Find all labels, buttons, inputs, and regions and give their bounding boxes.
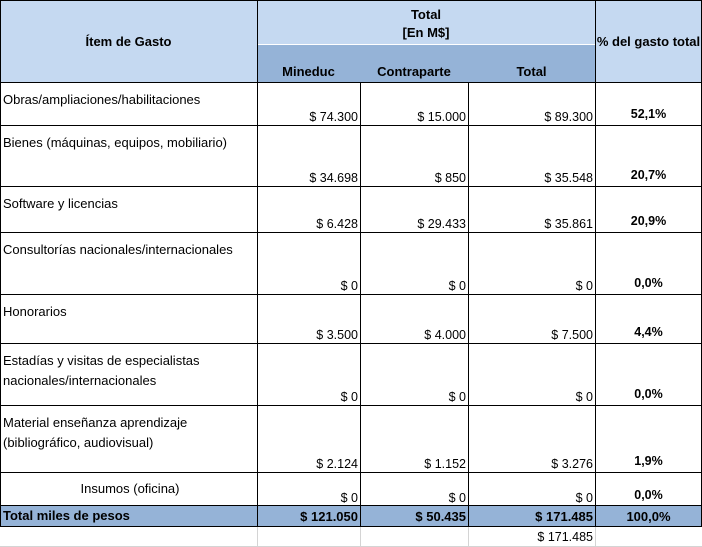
row-total-value: $ 0 [575, 279, 593, 293]
row-pct-cell[interactable] [595, 294, 702, 343]
header-contraparte-label: Contraparte [377, 64, 451, 79]
row-pct-cell[interactable] [595, 82, 702, 125]
row-pct-cell[interactable] [595, 232, 702, 294]
totals-label-text: Total miles de pesos [3, 508, 130, 523]
row-item-text-line: Insumos (oficina) [80, 481, 180, 496]
totals-row-pct[interactable] [595, 506, 702, 526]
row-item-text-line: (bibliográfico, audiovisual) [3, 435, 154, 450]
row-item-text-line: Obras/ampliaciones/habilitaciones [3, 92, 201, 107]
header-total-label: Total [516, 64, 547, 79]
row-total-cell[interactable] [468, 405, 595, 472]
header-mineduc-label: Mineduc [282, 64, 335, 79]
row-contraparte-cell[interactable] [360, 232, 468, 294]
totals-row-contraparte[interactable] [360, 506, 468, 526]
row-total-cell[interactable] [468, 343, 595, 405]
row-total-value: $ 35.861 [544, 217, 593, 231]
totals-total-value: $ 171.485 [535, 508, 593, 524]
row-mineduc-value: $ 2.124 [316, 457, 358, 471]
row-total-value: $ 3.276 [551, 457, 593, 471]
row-border [0, 0, 702, 1]
row-border [0, 526, 702, 527]
row-mineduc-value: $ 3.500 [316, 328, 358, 342]
totals-contraparte-value: $ 50.435 [415, 508, 466, 524]
header-col-contraparte[interactable] [360, 45, 468, 82]
row-pct-cell[interactable] [595, 125, 702, 186]
row-mineduc-value: $ 0 [340, 390, 358, 404]
row-total-value: $ 0 [575, 491, 593, 505]
header-item-label: Ítem de Gasto [85, 33, 172, 49]
row-item-text-line: Consultorías nacionales/internacionales [3, 242, 233, 257]
column-border [257, 0, 258, 527]
row-pct-value: 20,7% [630, 168, 667, 182]
row-mineduc-value: $ 0 [340, 279, 358, 293]
row-item-label[interactable] [0, 294, 257, 343]
row-contraparte-cell[interactable] [360, 472, 468, 506]
row-border [0, 82, 702, 83]
row-pct-cell[interactable] [595, 472, 702, 506]
grid-line [360, 527, 361, 547]
row-border [0, 472, 702, 473]
row-mineduc-cell[interactable] [257, 343, 360, 405]
row-mineduc-value: $ 74.300 [309, 110, 358, 124]
row-total-cell[interactable] [468, 472, 595, 506]
row-item-label[interactable] [0, 186, 257, 232]
column-border [0, 0, 1, 527]
row-border [0, 232, 702, 233]
row-pct-cell[interactable] [595, 186, 702, 232]
header-item-de-gasto[interactable] [0, 0, 257, 82]
header-divider [257, 44, 595, 45]
row-mineduc-cell[interactable] [257, 82, 360, 125]
row-pct-value: 1,9% [634, 454, 663, 468]
row-item-label[interactable] [0, 82, 257, 125]
row-contraparte-cell[interactable] [360, 405, 468, 472]
row-mineduc-cell[interactable] [257, 472, 360, 506]
header-total-line2: [En M$] [402, 24, 450, 40]
row-contraparte-cell[interactable] [360, 82, 468, 125]
totals-pct-value: 100,0% [626, 508, 671, 524]
row-contraparte-value: $ 850 [434, 171, 466, 185]
column-border [595, 0, 596, 527]
row-total-value: $ 0 [575, 390, 593, 404]
row-item-label[interactable] [0, 232, 257, 294]
header-total-line1: Total [410, 6, 442, 22]
row-total-cell[interactable] [468, 294, 595, 343]
check-total-value: $ 171.485 [537, 530, 593, 544]
check-total-cell[interactable] [468, 527, 595, 547]
row-mineduc-value: $ 6.428 [316, 217, 358, 231]
row-item-text-line: Bienes (máquinas, equipos, mobiliario) [3, 135, 228, 150]
row-item-text-line: Honorarios [3, 304, 67, 319]
header-col-mineduc[interactable] [257, 45, 360, 82]
grid-line [468, 527, 469, 547]
totals-row-mineduc[interactable] [257, 506, 360, 526]
row-contraparte-value: $ 1.152 [424, 457, 466, 471]
row-item-text-line: nacionales/internacionales [3, 373, 157, 388]
row-contraparte-value: $ 29.433 [417, 217, 466, 231]
row-border [0, 505, 702, 506]
row-total-cell[interactable] [468, 82, 595, 125]
row-contraparte-cell[interactable] [360, 186, 468, 232]
header-pct-label: % del gasto total [596, 33, 701, 49]
row-item-text-line: Estadías y visitas de especialistas [3, 353, 200, 368]
row-pct-value: 4,4% [634, 325, 663, 339]
row-pct-cell[interactable] [595, 405, 702, 472]
header-total-group[interactable] [257, 0, 595, 45]
row-mineduc-cell[interactable] [257, 232, 360, 294]
grid-line [595, 527, 596, 547]
row-mineduc-cell[interactable] [257, 186, 360, 232]
row-item-label[interactable] [0, 125, 257, 186]
row-total-value: $ 89.300 [544, 110, 593, 124]
row-pct-value: 20,9% [630, 214, 667, 228]
row-item-label[interactable] [0, 343, 257, 405]
row-border [0, 186, 702, 187]
header-pct-gasto-total[interactable] [595, 0, 702, 82]
row-total-value: $ 35.548 [544, 171, 593, 185]
row-item-label[interactable] [0, 472, 257, 506]
row-mineduc-value: $ 0 [340, 491, 358, 505]
row-mineduc-cell[interactable] [257, 405, 360, 472]
row-pct-value: 0,0% [634, 488, 663, 502]
row-total-cell[interactable] [468, 232, 595, 294]
grid-line [257, 527, 258, 547]
row-mineduc-cell[interactable] [257, 125, 360, 186]
row-total-cell[interactable] [468, 125, 595, 186]
row-contraparte-cell[interactable] [360, 294, 468, 343]
row-mineduc-cell[interactable] [257, 294, 360, 343]
row-total-value: $ 7.500 [551, 328, 593, 342]
column-border [468, 82, 469, 527]
row-border [0, 405, 702, 406]
row-contraparte-cell[interactable] [360, 343, 468, 405]
row-border [0, 343, 702, 344]
row-contraparte-value: $ 15.000 [417, 110, 466, 124]
row-contraparte-value: $ 4.000 [424, 328, 466, 342]
row-contraparte-cell[interactable] [360, 125, 468, 186]
header-col-total[interactable] [468, 45, 595, 82]
row-border [0, 125, 702, 126]
totals-row-label[interactable] [0, 506, 257, 526]
row-mineduc-value: $ 34.698 [309, 171, 358, 185]
row-pct-value: 0,0% [634, 276, 663, 290]
row-total-cell[interactable] [468, 186, 595, 232]
totals-row-total[interactable] [468, 506, 595, 526]
row-pct-value: 52,1% [630, 107, 667, 121]
totals-mineduc-value: $ 121.050 [300, 508, 358, 524]
row-item-text-line: Material enseñanza aprendizaje [3, 415, 188, 430]
row-pct-cell[interactable] [595, 343, 702, 405]
row-contraparte-value: $ 0 [448, 390, 466, 404]
row-item-text-line: Software y licencias [3, 196, 118, 211]
column-border [360, 82, 361, 527]
row-contraparte-value: $ 0 [448, 279, 466, 293]
row-pct-value: 0,0% [634, 387, 663, 401]
row-item-label[interactable] [0, 405, 257, 472]
row-contraparte-value: $ 0 [448, 491, 466, 505]
row-border [0, 294, 702, 295]
